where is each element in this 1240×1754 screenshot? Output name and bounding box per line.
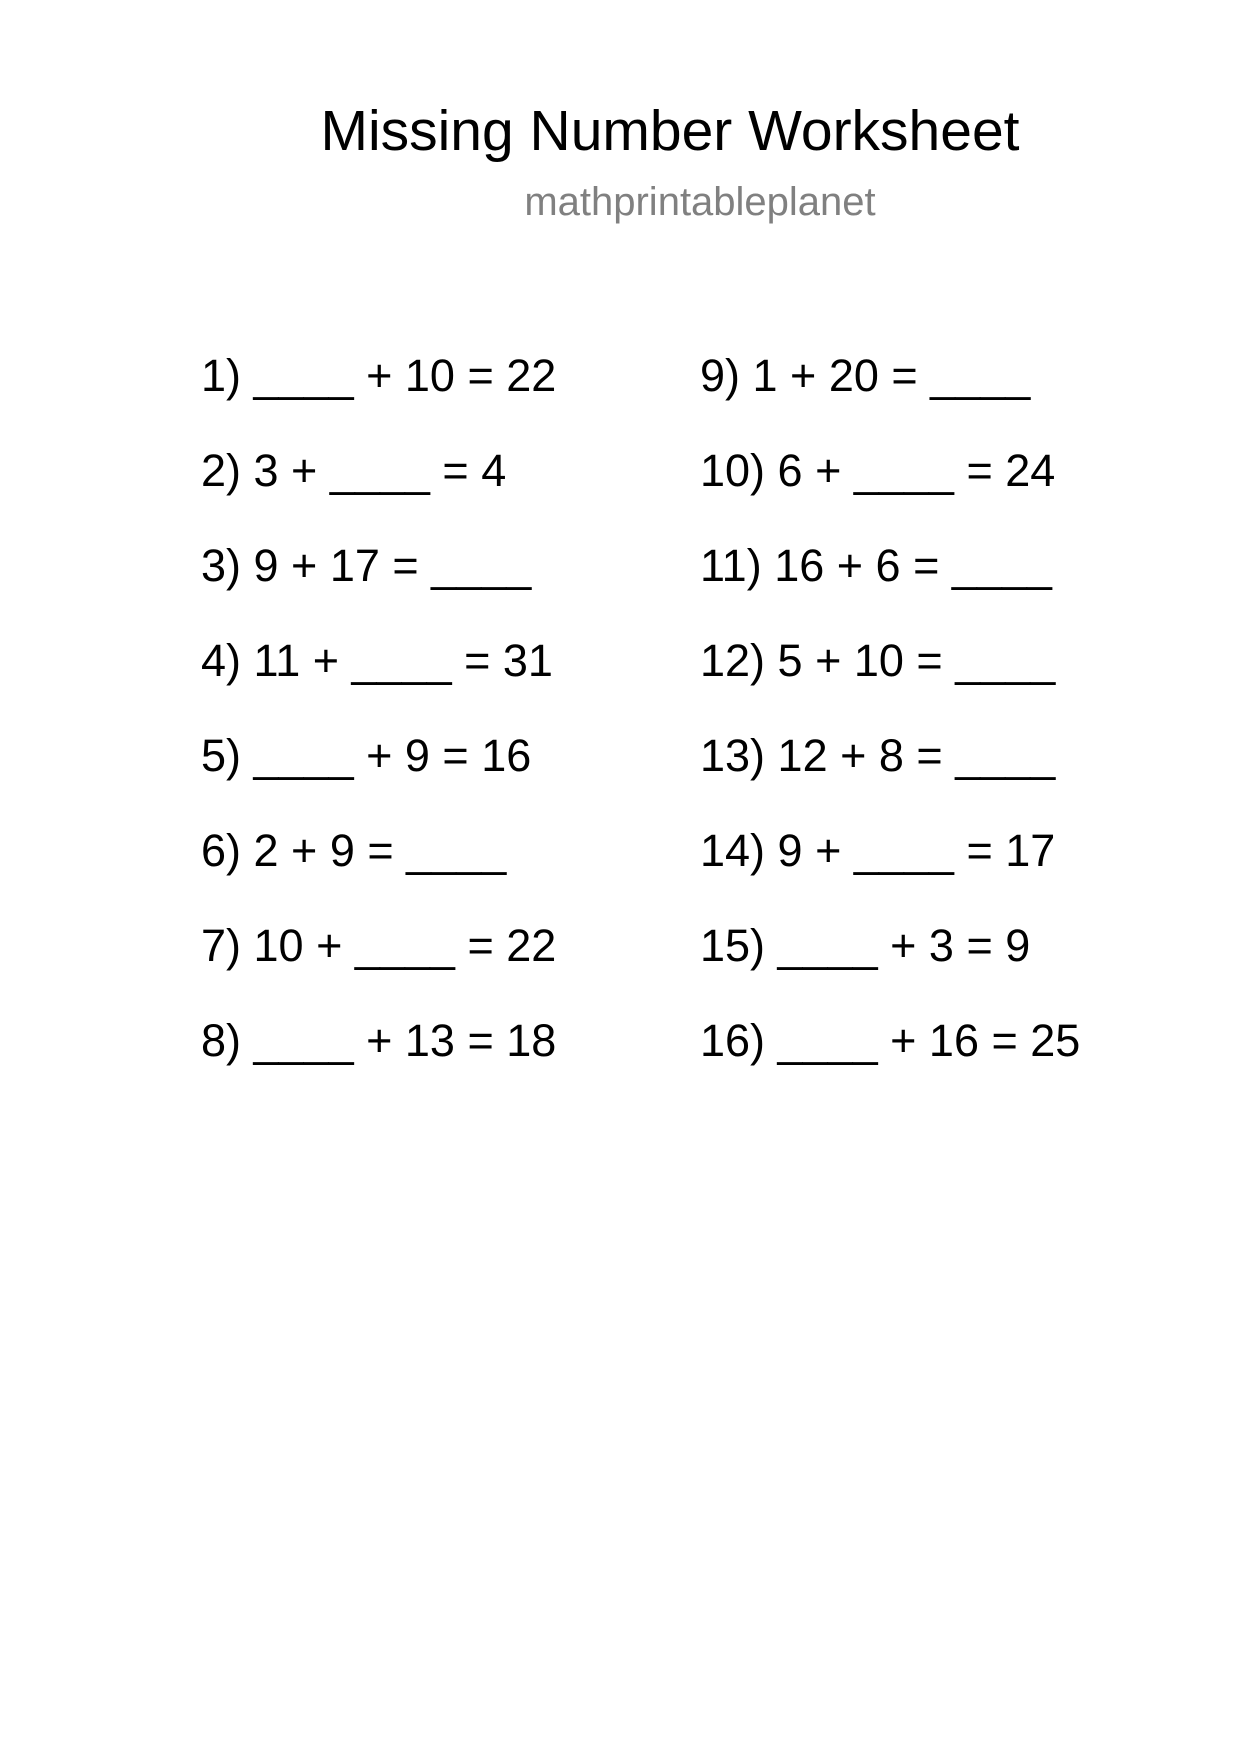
problem: 8) ____ + 13 = 18 <box>201 1015 557 1066</box>
worksheet-subtitle: mathprintableplanet <box>524 180 876 224</box>
problem: 10) 6 + ____ = 24 <box>700 445 1056 496</box>
problem: 13) 12 + 8 = ____ <box>700 730 1056 781</box>
problems-column-left <box>201 350 556 1110</box>
problem: 7) 10 + ____ = 22 <box>201 920 557 971</box>
problems-column-right <box>700 350 1080 1110</box>
problem: 15) ____ + 3 = 9 <box>700 920 1031 971</box>
problem: 1) ____ + 10 = 22 <box>201 350 557 401</box>
problem: 12) 5 + 10 = ____ <box>700 635 1056 686</box>
problem: 5) ____ + 9 = 16 <box>201 730 532 781</box>
problem: 9) 1 + 20 = ____ <box>700 350 1031 401</box>
problem: 2) 3 + ____ = 4 <box>201 445 507 496</box>
problem: 16) ____ + 16 = 25 <box>700 1015 1081 1066</box>
problem: 14) 9 + ____ = 17 <box>700 825 1056 876</box>
problem: 11) 16 + 6 = ____ <box>700 540 1052 591</box>
problem: 6) 2 + 9 = ____ <box>201 825 507 876</box>
problem: 3) 9 + 17 = ____ <box>201 540 532 591</box>
problem: 4) 11 + ____ = 31 <box>201 635 553 686</box>
worksheet-title: Missing Number Worksheet <box>320 99 1020 163</box>
